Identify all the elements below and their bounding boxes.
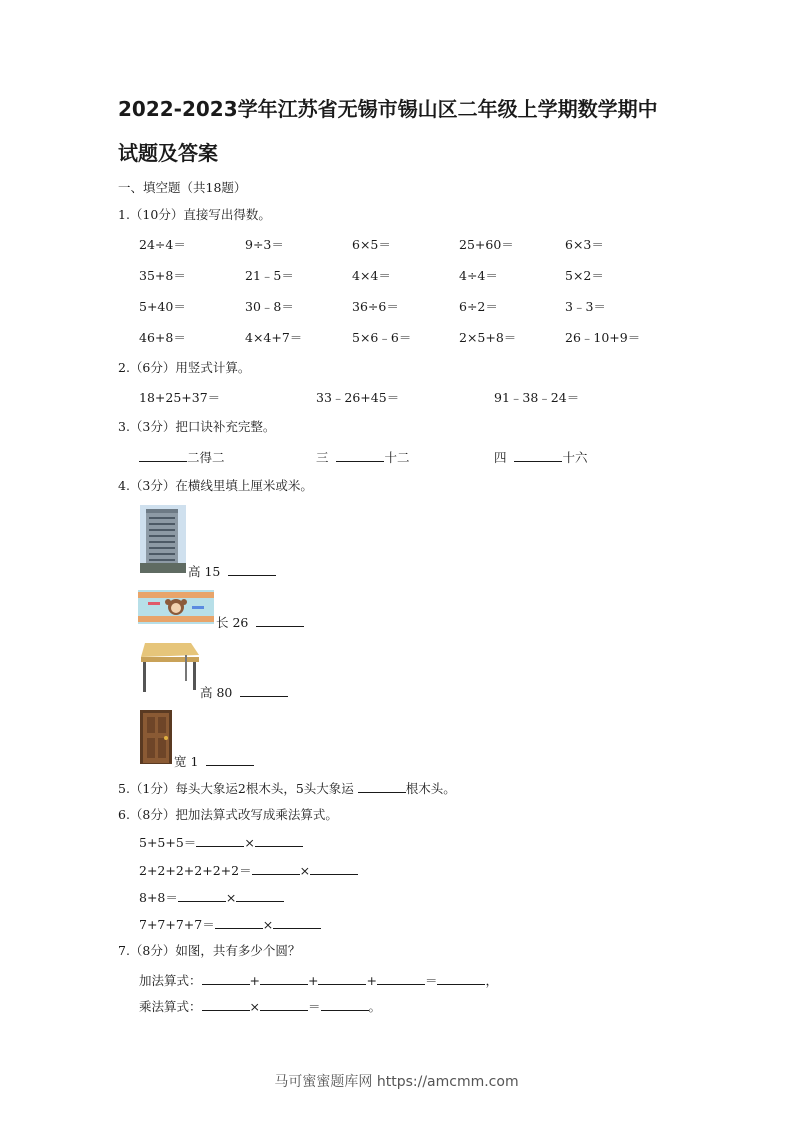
answer-blank[interactable]: [256, 614, 304, 627]
q1-item: 4×4+7＝: [245, 330, 303, 345]
q1-item: 24÷4＝: [139, 237, 186, 252]
answer-blank[interactable]: [437, 972, 485, 985]
q1-item: 25+60＝: [459, 237, 514, 252]
q5-line: 5.（1分）每头大象运2根木头，5头大象运 根木头。: [118, 781, 456, 796]
answer-blank[interactable]: [178, 889, 226, 902]
answer-blank[interactable]: [240, 684, 288, 697]
q1-item: 2×5+8＝: [459, 330, 517, 345]
q1-item: 35+8＝: [139, 268, 186, 283]
answer-blank[interactable]: [358, 780, 406, 793]
q4-item-3: 高 80: [200, 684, 288, 701]
building-icon: [140, 505, 186, 573]
q1-item: 5+40＝: [139, 299, 186, 314]
q2-item: 18+25+37＝: [139, 390, 221, 405]
q6-item-2: 2+2+2+2+2+2＝ ×: [139, 862, 358, 879]
answer-blank[interactable]: [321, 998, 369, 1011]
q2-stem: 2.（6分）用竖式计算。: [118, 360, 251, 375]
q4-item-1: 高 15: [188, 563, 276, 580]
q6-item-1: 5+5+5＝ ×: [139, 834, 303, 851]
q1-item: 36÷6＝: [352, 299, 399, 314]
q3-item-1: 二得二: [139, 449, 225, 466]
answer-blank[interactable]: [514, 449, 562, 462]
q1-item: 26﹣10+9＝: [565, 330, 641, 345]
answer-blank[interactable]: [139, 449, 187, 462]
q1-item: 6×3＝: [565, 237, 604, 252]
answer-blank[interactable]: [196, 834, 244, 847]
q1-item: 3﹣3＝: [565, 299, 606, 314]
q1-item: 5×2＝: [565, 268, 604, 283]
q1-item: 6÷2＝: [459, 299, 498, 314]
answer-blank[interactable]: [236, 889, 284, 902]
q4-item-2: 长 26: [216, 614, 304, 631]
q1-item: 5×6﹣6＝: [352, 330, 412, 345]
q4-item-4: 宽 1: [174, 753, 254, 770]
q1-item: 21﹣5＝: [245, 268, 294, 283]
answer-blank[interactable]: [260, 998, 308, 1011]
q2-item: 33﹣26+45＝: [316, 390, 400, 405]
answer-blank[interactable]: [215, 916, 263, 929]
answer-blank[interactable]: [260, 972, 308, 985]
answer-blank[interactable]: [202, 998, 250, 1011]
answer-blank[interactable]: [255, 834, 303, 847]
q1-item: 6×5＝: [352, 237, 391, 252]
q1-item: 9÷3＝: [245, 237, 284, 252]
answer-blank[interactable]: [252, 862, 300, 875]
table-icon: [139, 641, 199, 693]
q6-item-4: 7+7+7+7＝ ×: [139, 916, 321, 933]
answer-blank[interactable]: [228, 563, 276, 576]
answer-blank[interactable]: [318, 972, 366, 985]
door-icon: [140, 710, 172, 764]
pencil-box-icon: [138, 590, 214, 624]
q3-stem: 3.（3分）把口诀补充完整。: [118, 419, 276, 434]
q7-stem: 7.（8分）如图，共有多少个圆？: [118, 943, 301, 958]
q2-item: 91﹣38﹣24＝: [494, 390, 580, 405]
q1-item: 46+8＝: [139, 330, 186, 345]
q1-stem: 1.（10分）直接写出得数。: [118, 207, 271, 222]
answer-blank[interactable]: [310, 862, 358, 875]
page-title-line1: 2022-2023学年江苏省无锡市锡山区二年级上学期数学期中: [118, 97, 658, 121]
q1-item: 4÷4＝: [459, 268, 498, 283]
answer-blank[interactable]: [206, 753, 254, 766]
q3-item-2: 三 十二: [316, 450, 410, 465]
q1-item: 30﹣8＝: [245, 299, 294, 314]
q7-addition-line: 加法算式： + + + ＝ ，: [139, 973, 498, 988]
page-title-line2: 试题及答案: [118, 141, 218, 165]
answer-blank[interactable]: [202, 972, 250, 985]
answer-blank[interactable]: [377, 972, 425, 985]
section-heading: 一、填空题（共18题）: [118, 180, 247, 195]
q6-item-3: 8+8＝ ×: [139, 889, 284, 906]
q6-stem: 6.（8分）把加法算式改写成乘法算式。: [118, 807, 338, 822]
footer-watermark: 马可蜜蜜题库网 https://amcmm.com: [274, 1074, 519, 1090]
answer-blank[interactable]: [273, 916, 321, 929]
q7-multiplication-line: 乘法算式： × ＝ 。: [139, 999, 382, 1014]
q1-item: 4×4＝: [352, 268, 391, 283]
q3-item-3: 四 十六: [494, 450, 588, 465]
q4-stem: 4.（3分）在横线里填上厘米或米。: [118, 478, 313, 493]
answer-blank[interactable]: [336, 449, 384, 462]
